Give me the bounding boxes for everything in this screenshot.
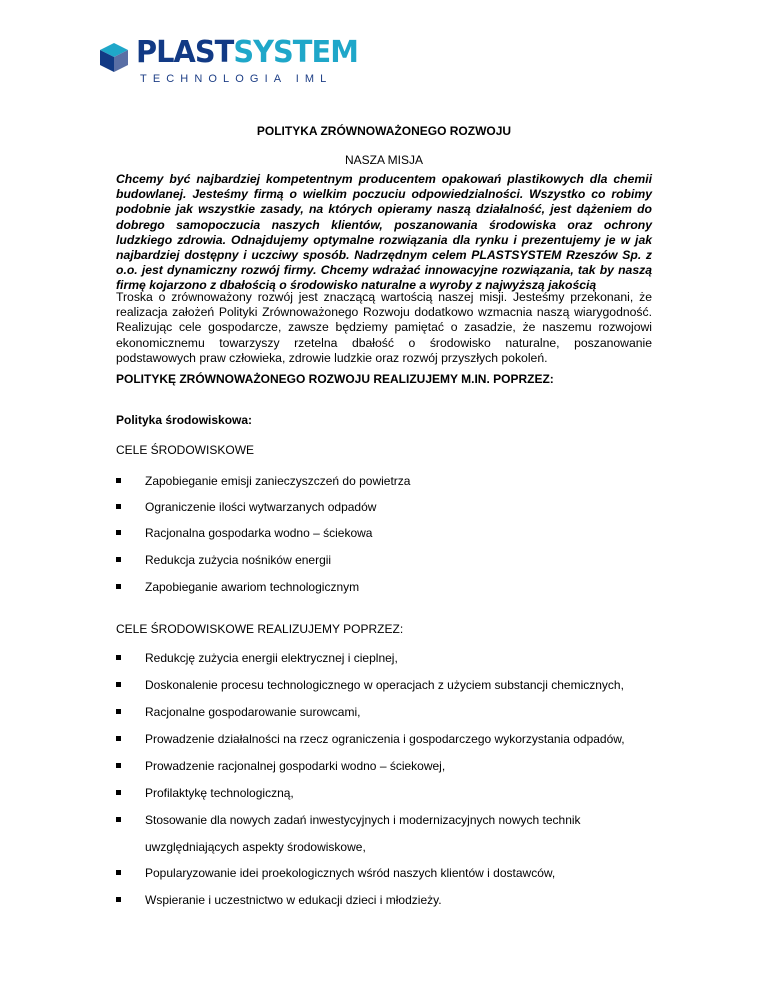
bullet-square-icon bbox=[116, 478, 121, 483]
bullet-square-icon bbox=[116, 790, 121, 795]
bullet-square-icon bbox=[116, 897, 121, 902]
mission-paragraph: Chcemy być najbardziej kompetentnym producentem opakowań plastikowych dla chemii budowlanej. Jesteśmy firmą o wielkim poczuciu odpowiedzialności. Wszystko co robimy podobnie jak wszystkie zasady, na których opieramy naszą działalność, jest dążeniem do dobrego samopoczucia naszych klientów, poszanowania środowiska oraz ochrony ludzkiego zdrowia. Odnajdujemy optymalne rozwiązania dla rynku i prezentujemy je w jak najbardziej dostępny i uczciwy sposób. Nadrzędnym celem PLASTSYSTEM Rzeszów Sp. z o.o. jest dynamiczny rozwój firmy. Chcemy wdrażać innowacyjne rozwiązania, tak by naszą firmę kojarzono z dbałością o środowisko naturalne a wyroby z najwyższą jakością bbox=[116, 172, 652, 293]
logo-wordmark: PLASTSYSTEM bbox=[136, 35, 358, 70]
cube-logo-icon bbox=[92, 36, 136, 78]
document-title: POLITYKA ZRÓWNOWAŻONEGO ROZWOJU bbox=[256, 124, 512, 138]
bullet-square-icon bbox=[116, 763, 121, 768]
realization-heading: POLITYKĘ ZRÓWNOWAŻONEGO ROZWOJU REALIZUJEMY M.IN. POPRZEZ: bbox=[116, 372, 554, 386]
logo-subtitle: TECHNOLOGIA IML bbox=[140, 73, 333, 85]
env-policy-heading: Polityka środowiskowa: bbox=[116, 413, 253, 427]
mission-heading: NASZA MISJA bbox=[344, 153, 424, 167]
bullet-square-icon bbox=[116, 709, 121, 714]
bullet-square-icon bbox=[116, 530, 121, 535]
bullet-square-icon bbox=[116, 584, 121, 589]
bullet-square-icon bbox=[116, 504, 121, 509]
company-logo bbox=[92, 35, 358, 86]
bullet-square-icon bbox=[116, 557, 121, 562]
bullet-square-icon bbox=[116, 655, 121, 660]
bullet-square-icon bbox=[116, 870, 121, 875]
document-page: PLASTSYSTEM TECHNOLOGIA IML POLITYKA ZRÓWNOWAŻONEGO ROZWOJU NASZA MISJA Chcemy być najbardziej kompetentnym producentem opakowań plastikowych dla chemii budowlanej. Jesteśmy firmą o wielkim poczuciu odpowiedzialności. Wszystko co robimy podobnie jak wszystkie zasady, na których opieramy naszą działalność, jest dążeniem do dobrego samopoczucia naszych klientów, poszanowania środowiska oraz ochrony ludzkiego zdrowia. Odnajdujemy optymalne rozwiązania dla rynku i prezentujemy je w jak najbardziej dostępny i uczciwy sposób. Nadrzędnym celem PLASTSYSTEM Rzeszów Sp. z o.o. jest dynamiczny rozwój firmy. Chcemy wdrażać innowacyjne rozwiązania, tak by naszą firmę kojarzono z dbałością o środowisko naturalne a wyroby z najwyższą jakością Troska o zrównoważony rozwój jest znaczącą wartością naszej misji. Jesteśmy przekonani, że realizacja założeń Polityki Zrównoważonego Rozwoju dodatkowo wzmacnia naszą wiarygodność. Realizując cele gospodarcze, zawsze będziemy pamiętać o zasadzie, że naszemu rozwojowi ekonomicznemu towarzyszy rzetelna dbałość o środowisko naturalne, poszanowanie podstawowych praw człowieka, zdrowie ludzkie oraz rozwój przyszłych pokoleń. POLITYKĘ ZRÓWNOWAŻONEGO ROZWOJU REALIZUJEMY M.IN. POPRZEZ: Polityka środowiskowa: CELE ŚRODOWISKOWE Zapobieganie emisji zanieczyszczeń do powietrza Ograniczenie ilości wytwarzanych odpadów Racjonalna gospodarka wodno – ściekowa Redukcja zużycia nośników energii Zapobieganie awariom technologicznym CELE ŚRODOWISKOWE REALIZUJEMY POPRZEZ: Redukcję zużycia energii elektrycznej i cieplnej, Doskonalenie procesu technologicznego w operacjach z użyciem substancji chemicznych, Racjonalne gospodarowanie surowcami, Prowadzenie działalności na rzecz ograniczenia i gospodarczego wykorzystania odpadów, Prowadzenie racjonalnej gospodarki wodno – ściekowej, Profilaktykę technologiczną, Stosowanie dla nowych zadań inwestycyjnych i modernizacyjnych nowych technik Popularyzowanie idei proekologicznych wśród naszych klientów i dostawców, Wspieranie i uczestnictwo w edukacji dzieci i młodzieży. uwzględniających aspekty środowiskowe, bbox=[0, 0, 768, 994]
list-item-continuation: uwzględniających aspekty środowiskowe, bbox=[145, 840, 366, 854]
bullet-square-icon bbox=[116, 817, 121, 822]
bullet-square-icon bbox=[116, 736, 121, 741]
bullet-square-icon bbox=[116, 682, 121, 687]
intro-paragraph: Troska o zrównoważony rozwój jest znaczącą wartością naszej misji. Jesteśmy przekonani, że realizacja założeń Polityki Zrównoważonego Rozwoju dodatkowo wzmacnia naszą wiarygodność. Realizując cele gospodarcze, zawsze będziemy pamiętać o zasadzie, że naszemu rozwojowi ekonomicznemu towarzyszy rzetelna dbałość o środowisko naturalne, poszanowanie podstawowych praw człowieka, zdrowie ludzkie oraz rozwój przyszłych pokoleń. bbox=[116, 290, 652, 365]
env-goals-heading: CELE ŚRODOWISKOWE bbox=[116, 443, 255, 457]
env-means-heading: CELE ŚRODOWISKOWE REALIZUJEMY POPRZEZ: bbox=[116, 622, 404, 636]
